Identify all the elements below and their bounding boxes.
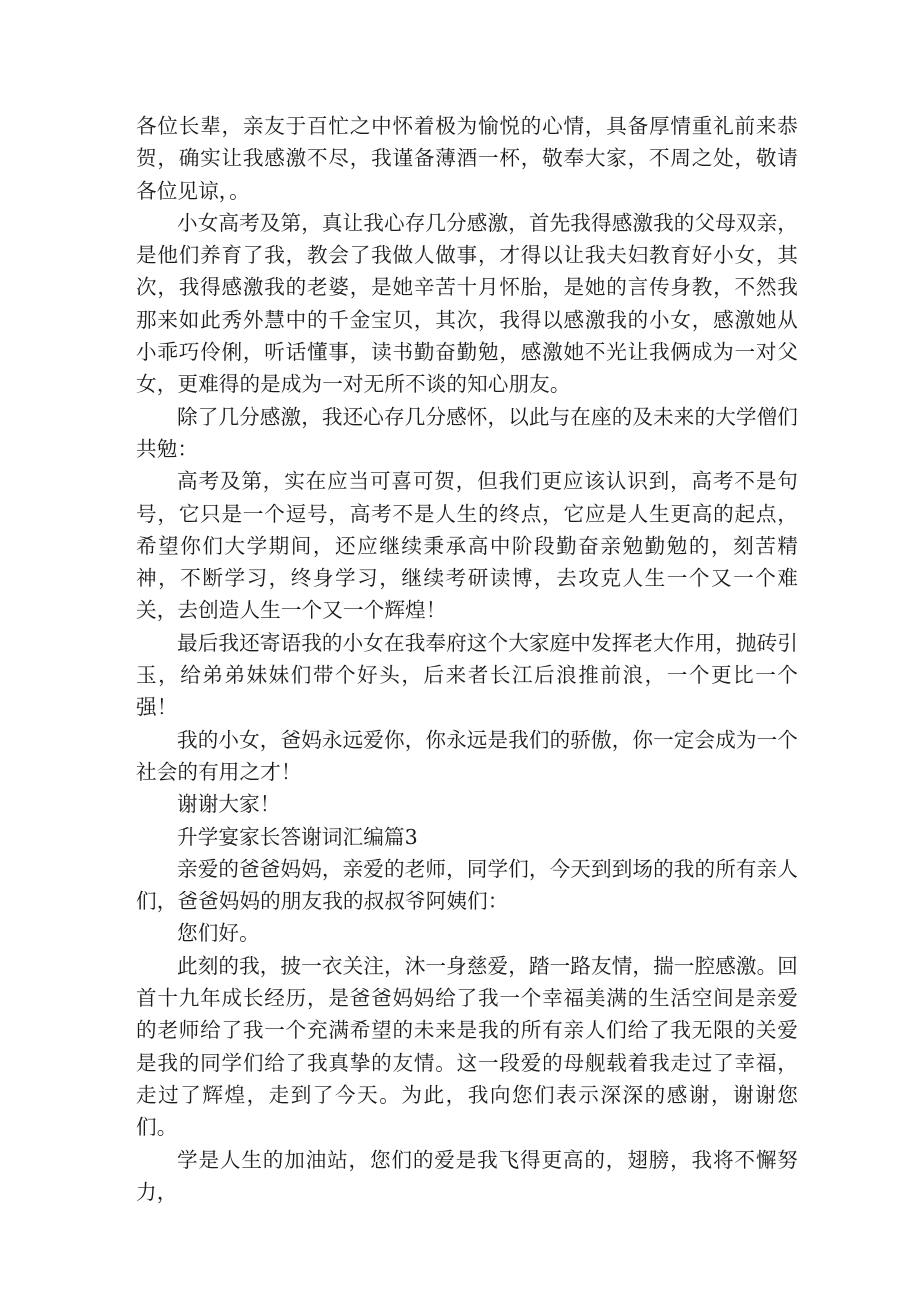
document-body	[136, 110, 798, 1208]
paragraph-reflection: 此刻的我，披一衣关注，沐一身慈爱，踏一路友情，揣一腔感激。回首十九年成长经历，是爸爸妈妈给了我一个幸福美满的生活空间是亲爱的老师给了我一个充满希望的未来是我的所有亲人们给了我无限的关爱是我的同学们给了我真挚的友情。这一段爱的母舰载着我走过了幸福，走过了辉煌，走到了今天。为此，我向您们表示深深的感谢，谢谢您们。	[136, 953, 798, 1140]
paragraph-love: 我的小女，爸妈永远爱你，你永远是我们的骄傲，你一定会成为一个社会的有用之才！	[136, 727, 798, 784]
paragraph-encouragement-intro: 除了几分感激，我还心存几分感怀，以此与在座的及未来的大学僧们共勉：	[136, 404, 798, 461]
paragraph-encouragement: 高考及第，实在应当可喜可贺，但我们更应该认识到，高考不是句号，它只是一个逗号，高考不是人生的终点，它应是人生更高的起点，希望你们大学期间，还应继续秉承高中阶段勤奋亲勉勤勉的，刻苦精神，不断学习，终身学习，继续考研读博，去攻克人生一个又一个难关，去创造人生一个又一个辉煌！	[136, 469, 798, 623]
paragraph-address: 亲爱的爸爸妈妈，亲爱的老师，同学们，今天到到场的我的所有亲人们，爸爸妈妈的朋友我的叔叔爷阿姨们：	[136, 856, 798, 914]
paragraph-greeting: 各位长辈，亲友于百忙之中怀着极为愉悦的心情，具备厚情重礼前来恭贺，确实让我感激不尽，我谨备薄酒一杯，敬奉大家，不周之处，敬请各位见谅，。	[136, 114, 798, 203]
paragraph-gratitude: 小女高考及第，真让我心存几分感激，首先我得感激我的父母双亲，是他们养育了我，教会了我做人做事，才得以让我夫妇教育好小女，其次，我得感激我的老婆，是她辛苦十月怀胎，是她的言传身教，不然我那来如此秀外慧中的千金宝贝，其次，我得以感激我的小女，感激她从小乖巧伶俐，听话懂事，读书勤奋勤勉，感激她不光让我俩成为一对父女，更难得的是成为一对无所不谈的知心朋友。	[136, 210, 798, 397]
paragraph-thanks: 谢谢大家！	[177, 792, 281, 817]
section-heading: 升学宴家长答谢词汇编篇3	[177, 824, 418, 849]
paragraph-wishes: 最后我还寄语我的小女在我奉府这个大家庭中发挥老大作用，抛砖引玉，给弟弟妹妹们带个好头，后来者长江后浪推前浪，一个更比一个强！	[136, 630, 798, 720]
paragraph-closing: 学是人生的加油站，您们的爱是我飞得更高的，翅膀，我将不懈努力，	[136, 1147, 798, 1204]
paragraph-hello: 您们好。	[177, 921, 260, 946]
